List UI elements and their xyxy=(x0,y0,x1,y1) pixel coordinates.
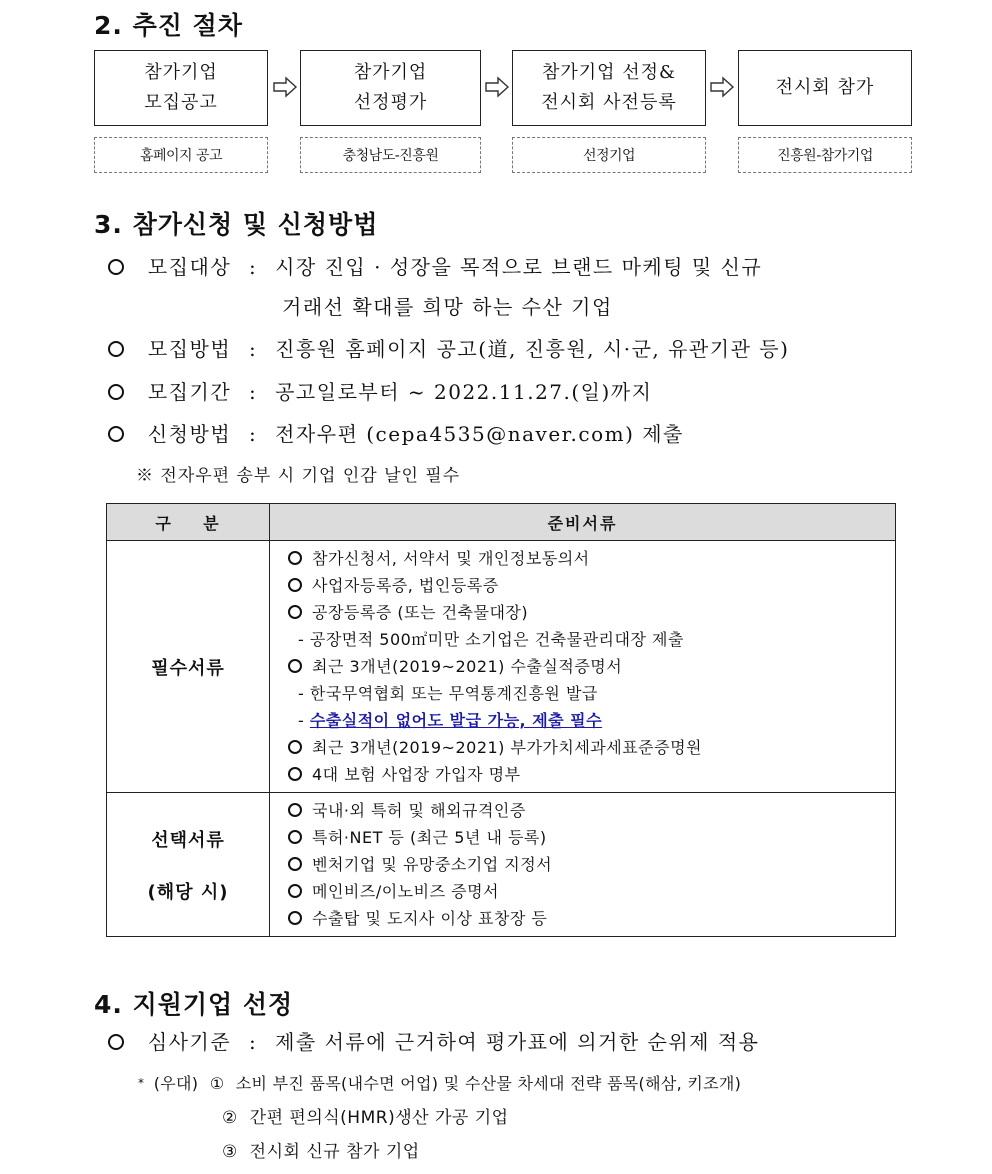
section2-title: 2. 추진 절차 xyxy=(94,11,243,40)
circle-bullet-icon xyxy=(288,740,302,754)
arrow-right-icon xyxy=(484,76,510,98)
arrow-right-icon xyxy=(272,76,298,98)
document-table xyxy=(106,503,896,937)
pref-text: 간편 편의식(HMR)생산 가공 기업 xyxy=(249,1108,509,1128)
section3-title: 3. 참가신청 및 신청방법 xyxy=(94,210,379,239)
table-header-docs: 준비서류 xyxy=(270,504,896,541)
optional-category-sub: (해당 시) xyxy=(147,881,229,903)
recruit-period-item: 모집기간 : 공고일로부터 ~ 2022.11.27.(일)까지 xyxy=(108,376,652,405)
pref-line-2 xyxy=(222,1103,509,1128)
list-subitem-emphasis: - 수출실적이 없어도 발급 가능, 제출 필수 xyxy=(298,711,603,730)
step-box-2: 참가기업 선정평가 xyxy=(300,50,481,126)
criteria-item: 심사기준 : 제출 서류에 근거하여 평가표에 의거한 순위제 적용 xyxy=(108,1026,759,1055)
circle-bullet-icon xyxy=(288,911,302,925)
circle-bullet-icon xyxy=(288,857,302,871)
arrow-right-icon xyxy=(709,76,735,98)
item-label: 모집방법 xyxy=(147,337,232,361)
list-subitem: - 공장면적 500㎡미만 소기업은 건축물관리대장 제출 xyxy=(298,630,684,649)
list-item: 공장등록증 (또는 건축물대장) xyxy=(288,599,895,626)
list-item: 최근 3개년(2019~2021) 부가가치세과세표준증명원 xyxy=(288,734,895,761)
list-item: 국내·외 특허 및 해외규격인증 xyxy=(288,797,895,824)
circle-bullet-icon xyxy=(108,426,124,442)
section4-title: 4. 지원기업 선정 xyxy=(94,990,294,1019)
circle-bullet-icon xyxy=(288,551,302,565)
optional-category-label: 선택서류 xyxy=(151,829,225,851)
table-header-category: 구 분 xyxy=(107,504,270,541)
recruit-target-item: 모집대상 : 시장 진입 · 성장을 목적으로 브랜드 마케팅 및 신규 xyxy=(108,251,762,280)
step-note-2: 충청남도-진흥원 xyxy=(300,137,481,173)
circle-bullet-icon xyxy=(108,341,124,357)
item-text: 전자우편 (cepa4535@naver.com) 제출 xyxy=(275,422,684,446)
pref-label: (우대) xyxy=(153,1074,199,1093)
step-box-3: 참가기업 선정& 전시회 사전등록 xyxy=(512,50,706,126)
list-item: 사업자등록증, 법인등록증 xyxy=(288,572,895,599)
step-note-3: 선정기업 xyxy=(512,137,706,173)
list-subitem: - 한국무역협회 또는 무역통계진흥원 발급 xyxy=(298,684,598,703)
step-box-1: 참가기업 모집공고 xyxy=(94,50,268,126)
required-docs xyxy=(270,541,896,793)
item-text: 진흥원 홈페이지 공고(道, 진흥원, 시·군, 유관기관 등) xyxy=(275,337,790,361)
item-text: 시장 진입 · 성장을 목적으로 브랜드 마케팅 및 신규 xyxy=(275,255,763,279)
circle-bullet-icon xyxy=(288,767,302,781)
item-label: 신청방법 xyxy=(147,422,232,446)
item-label: 심사기준 xyxy=(147,1030,232,1054)
pref-number: ② xyxy=(222,1108,238,1128)
circle-bullet-icon xyxy=(108,259,124,275)
circle-bullet-icon xyxy=(108,1034,124,1050)
recruit-method-item: 모집방법 : 진흥원 홈페이지 공고(道, 진흥원, 시·군, 유관기관 등) xyxy=(108,333,789,362)
apply-method-item: 신청방법 : 전자우편 (cepa4535@naver.com) 제출 xyxy=(108,418,684,447)
star-mark: * xyxy=(138,1076,145,1090)
pref-text: 소비 부진 품목(내수면 어업) 및 수산물 차세대 전략 품목(해삼, 키조개) xyxy=(235,1074,742,1093)
circle-bullet-icon xyxy=(288,605,302,619)
recruit-target-item-cont: 거래선 확대를 희망 하는 수산 기업 xyxy=(282,295,613,319)
pref-number: ③ xyxy=(222,1142,238,1162)
required-category: 필수서류 xyxy=(107,541,270,793)
list-item: 4대 보험 사업장 가입자 명부 xyxy=(288,761,895,788)
circle-bullet-icon xyxy=(108,384,124,400)
item-label: 모집기간 xyxy=(147,380,232,404)
list-item: 수출탑 및 도지사 이상 표창장 등 xyxy=(288,905,895,932)
circle-bullet-icon xyxy=(288,659,302,673)
optional-docs xyxy=(270,793,896,937)
circle-bullet-icon xyxy=(288,578,302,592)
list-item: 특허·NET 등 (최근 5년 내 등록) xyxy=(288,824,895,851)
item-label: 모집대상 xyxy=(147,255,232,279)
step-box-4: 전시회 참가 xyxy=(738,50,912,126)
list-item: 벤처기업 및 유망중소기업 지정서 xyxy=(288,851,895,878)
step-note-1: 홈페이지 공고 xyxy=(94,137,268,173)
circle-bullet-icon xyxy=(288,830,302,844)
circle-bullet-icon xyxy=(288,884,302,898)
list-item: 최근 3개년(2019~2021) 수출실적증명서 xyxy=(288,653,895,680)
pref-line-1 xyxy=(138,1071,741,1094)
item-text: 공고일로부터 ~ 2022.11.27.(일)까지 xyxy=(275,380,653,404)
pref-line-3 xyxy=(222,1137,420,1162)
seal-note: ※ 전자우편 송부 시 기업 인감 날인 필수 xyxy=(136,466,461,486)
pref-number: ① xyxy=(209,1074,225,1093)
list-item: 메인비즈/이노비즈 증명서 xyxy=(288,878,895,905)
circle-bullet-icon xyxy=(288,803,302,817)
pref-text: 전시회 신규 참가 기업 xyxy=(249,1142,420,1162)
step-note-4: 진흥원-참가기업 xyxy=(738,137,912,173)
list-item: 참가신청서, 서약서 및 개인정보동의서 xyxy=(288,545,895,572)
item-text: 제출 서류에 근거하여 평가표에 의거한 순위제 적용 xyxy=(275,1030,760,1054)
optional-category xyxy=(107,793,270,937)
